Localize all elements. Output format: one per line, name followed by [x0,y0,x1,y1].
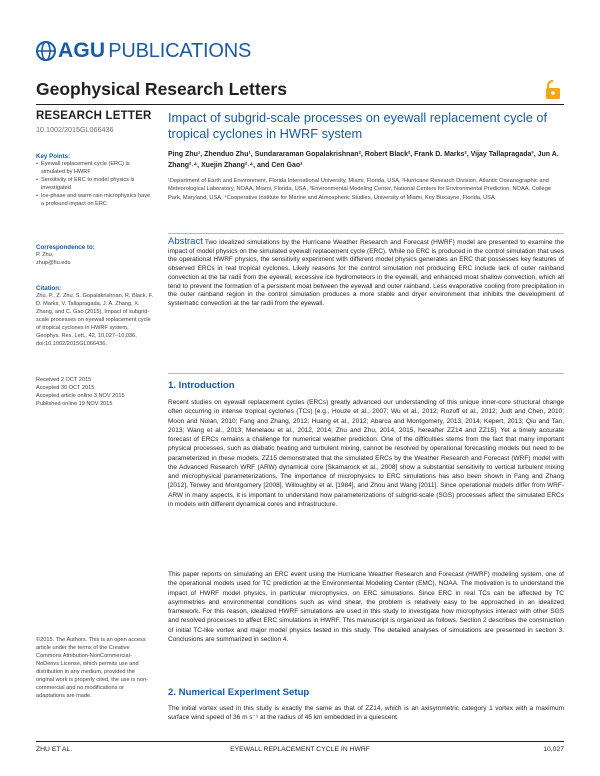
section-1-paragraph-1: Recent studies on eyewall replacement cycles (ERCs) greatly advanced our understanding of this unique inner-core structural change often occurring in intense tropical cyclones (TCs) [e.g., Houze et al., 2007; Wu et al., 2012; Rozoff et al., 2012; Judt and Chen, 2010; Moon and Nolan, 2010; Fang and Zhang, 2012; Huang et al., 2012; Abarca and Montgomery, 2013, 2014; Kepert, 2013; Qiu and Tan, 2013; Wang et al., 2013; Menelaou et al., 2012, 2014; Zhu and Zhu, 2014, 2015, hereafter ZZ14 and ZZ15]. Yet a timely accurate forecast of ERCs remains a challenge for numerical weather prediction. One of the difficulties stems from the fact that many important physical processes, such as diabatic heating and turbulent mixing, cannot be resolved by operational forecasting models but need to be parameterized in these models. ZZ15 demonstrated that the simulated ERCs by the Weather Research and Forecast (WRF) model with the Advanced Research WRF (ARW) dynamical core [Skamarock et al., 2008] show a substantial sensitivity to vertical turbulent mixing and microphysical parameterizations. The importance of microphysics to ERC simulations has also been shown in Fang and Zhang [2012], Terwey and Montgomery [2008], Willoughby et al. [1984], and Zhou and Wang [2011]. Since operational models differ from WRF-ARW in many aspects, it is important to understand how parameterizations of subgrid-scale (SGS) processes affect the simulated ERCs in models with different dynamical cores and infrastructure. [168,399,564,508]
section-rule [168,373,564,374]
date-accepted: Accepted 30 OCT 2015 [36,385,95,391]
article-header [168,110,564,202]
date-accepted-online: Accepted article online 3 NOV 2015 [36,393,125,399]
section-2-heading: 2. Numerical Experiment Setup [168,687,310,698]
article-type: RESEARCH LETTER [36,110,152,122]
correspondence-email[interactable]: zhup@fiu.edu [36,260,71,266]
citation-heading: Citation: [36,285,62,292]
affiliations: ¹Department of Earth and Environment, Florida International University, Miami, Florida, USA, ²Hurricane Research Division, Atlantic Oceanographic and Meteorological Laboratory, NOAA, Miami, Florida, USA, ³Environmental Modeling Center, National Centers for Environmental Prediction, NOAA, College Park, Maryland, USA, ⁴Cooperative Institute for Marine and Atmospheric Studies, University of Miami, Key Biscayne, Florida, USA [168,178,552,201]
key-point: • Eyewall replacement cycle (ERC) is simulated by HWRF [36,160,154,176]
dates-list [36,376,154,408]
correspondence-name: P. Zhu, [36,252,54,258]
section-2-paragraph-1: The initial vortex used in this study is exactly the same as that of ZZ14, which is an axisymmetric category 1 vortex with a maximum surface wind speed of 36 m s⁻¹ at the radius of 45 km embedded in a quiescent [168,705,564,722]
footer-page-number: 10,027 [543,746,564,753]
open-access-lock-icon[interactable] [544,80,562,100]
date-received: Received 2 OCT 2015 [36,377,92,383]
key-point: • Ice-phase and warm rain microphysics have a profound impact on ERC [36,192,154,208]
author-list: Ping Zhu¹, Zhenduo Zhu¹, Sundararaman Gopalakrishnan², Robert Black², Frank D. Marks², Vijay Tallapragada³, Jun A. Zhang²˒⁴, Xuejin Zhang²˒⁴, and Cen Gao¹ [168,151,559,169]
section-1-paragraph-2: This paper reports on simulating an ERC event using the Hurricane Weather Research and Forecast (HWRF) modeling system, one of the operational models used for TC prediction at the Environmental Modeling Center (EMC), NOAA. The motivation is to understand the impact of HWRF model physics, in particular microphysics, on ERC simulations. Since ERC in real TCs can be affected by TC asymmetries and environmental conditions such as wind shear, the problem is relatively easy to be approached in an idealized framework. For this reason, idealized HWRF simulations are used in this study to investigate how microphysics interact with other SGS and resolved processes to affect ERC simulations in HWRF. This manuscript is organized as follows. Section 2 describes the construction of initial TC-like vortex and major model physics tested in this study. The detailed analyses of simulations are presented in section 3. Conclusions are summarized in section 4. [168,571,564,643]
section-1-heading: 1. Introduction [168,380,235,391]
date-published: Published online 19 NOV 2015 [36,401,113,407]
license-text: ©2015. The Authors. This is an open access article under the terms of the Creative Commons Attribution-NonCommercial-NoDerivs License, which permits use and distribution in any medium, provided the original work is properly cited, the use is non-commercial and no modifications or adaptations are made. [36,637,148,699]
logo-publications-text: PUBLICATIONS [108,39,252,62]
article-title: Impact of subgrid-scale processes on eyewall replacement cycle of tropical cyclones in HWRF system [168,110,548,141]
header-rule [36,104,564,105]
sidebar [36,110,154,408]
abstract-text: Two idealized simulations by the Hurricane Weather Research and Forecast (HWRF) model are presented to examine the impact of model physics on the simulated eyewall replacement cycle (ERC). While no ERC is produced in the control simulation that uses the operational HWRF physics, the sensitivity experiment with different model physics generates an ERC that possesses key features of observed ERCs in real tropical cyclones. Likely reasons for the control simulation not producing ERC include lack of outer rainband convection at the far radii from the eyewall, excessive ice hydrometeors in the eyewall, and enhanced moat shallow convection, which all tend to prevent the formation of a persistent moat between the eyewall and outer rainband. Less evaporative cooling from precipitation in the outer rainband region in the control simulation produces a more stable and dryer environment that inhibits the development of systematic convection at the far radii from the eyewall. [168,239,564,307]
abstract-label: Abstract [168,236,203,247]
publisher-logo[interactable] [36,36,251,66]
logo-agu-text: AGU [58,39,106,62]
key-points-heading: Key Points: [36,153,71,160]
key-points-list [36,160,154,208]
abstract [168,238,564,309]
journal-title: Geophysical Research Letters [36,79,287,99]
key-point: • Sensitivity of ERC to model physics is investigated [36,176,154,192]
citation-text: Zhu, P., Z. Zhu, S. Gopalakrishnan, R. Black, F. D. Marks, V. Tallapragada, J. A. Zhang, X. Zhang, and C. Gao (2015), Impact of subgrid-scale processes on eyewall replacement cycle of tropical cyclones in HWRF system, Geophys. Res. Lett., 42, 10,027–10,036, doi:10.1002/2015GL066436. [36,293,154,347]
globe-icon [36,41,56,61]
footer-authors: ZHU ET AL. [36,746,73,753]
abstract-rule [168,233,564,234]
footer-rule [36,741,564,742]
doi[interactable]: 10.1002/2015GL066436 [36,125,114,134]
correspondence-heading: Correspondence to: [36,244,95,251]
footer-running-title: EYEWALL REPLACEMENT CYCLE IN HWRF [230,746,370,753]
